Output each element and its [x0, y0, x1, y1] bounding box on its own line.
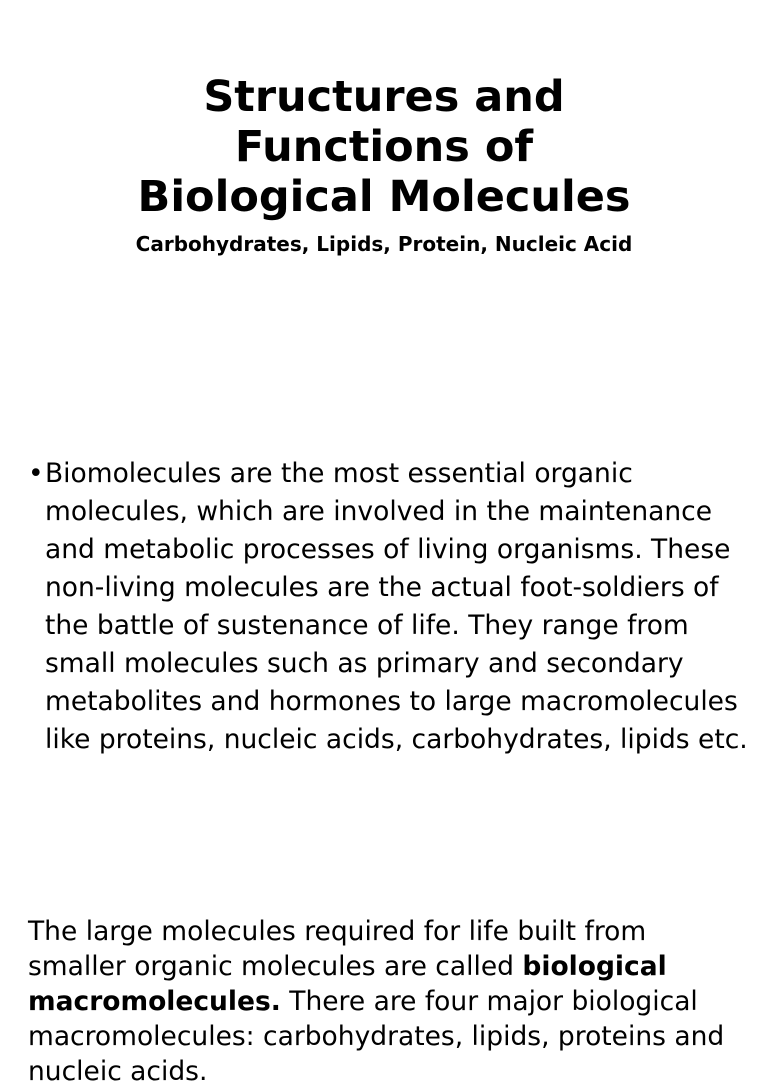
title-line-1: Structures and	[203, 72, 565, 122]
macromolecules-paragraph	[28, 914, 748, 1089]
para-bold-term: biological macromolecules.	[28, 951, 667, 1017]
title-line-2: Functions of	[234, 122, 534, 172]
bullet-icon: •	[28, 458, 44, 489]
para-rest: There are four major biological macromolecules: carbohydrates, lipids, proteins and nucleic acids.	[28, 986, 725, 1087]
title-line-3: Biological Molecules	[137, 172, 631, 222]
para-intro: The large molecules required for life built from smaller organic molecules are called	[28, 916, 647, 982]
bullet-text: Biomolecules are the most essential organic molecules, which are involved in the maintenance and metabolic processes of living organisms. These non-living molecules are the actual foot-soldiers of the battle of sustenance of life. They range from small molecules such as primary and secondary metabolites and hormones to large macromolecules like proteins, nucleic acids, carbohydrates, lipids etc.	[45, 458, 748, 755]
bullet-item	[28, 455, 748, 759]
slide-title	[0, 72, 768, 222]
slide-subtitle: Carbohydrates, Lipids, Protein, Nucleic Acid	[135, 232, 633, 256]
